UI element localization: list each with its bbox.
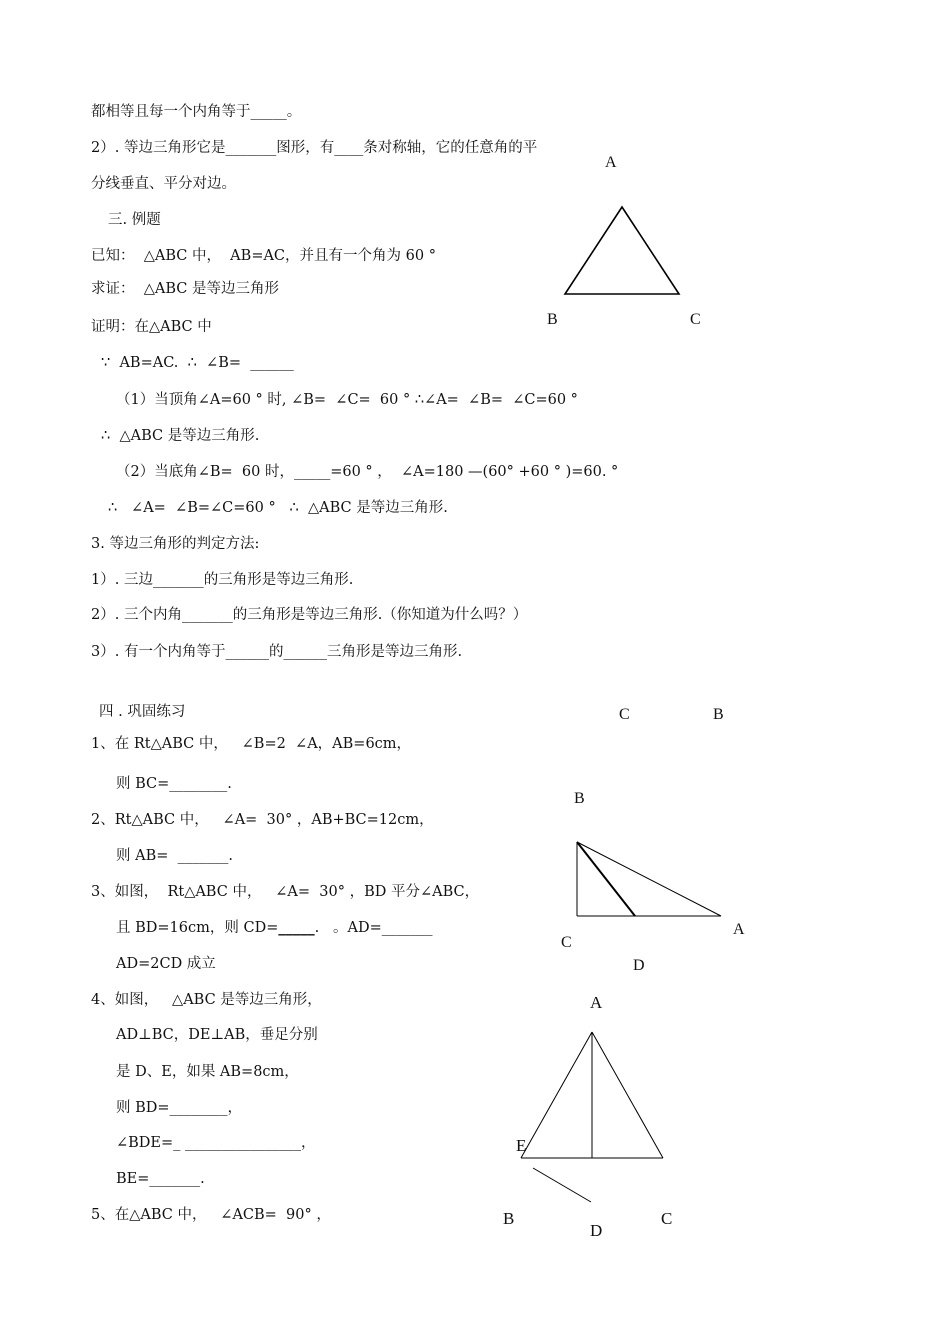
q2-line-a: 2、Rt△ABC 中， ∠A= 30° ，AB+BC=12cm， [91,812,434,828]
method-2: 2）. 三个内角_______的三角形是等边三角形.（你知道为什么吗？） [91,607,528,623]
fig3-label-c: C [661,1209,673,1228]
q4-line-a: 4、如图， △ABC 是等边三角形， [91,992,322,1008]
example-heading: 三. 例题 [108,212,161,228]
fig1-label-a: A [605,154,617,171]
proof-title: 证明：在△ABC 中 [91,319,212,335]
q4-line-b: AD⊥BC，DE⊥AB，垂足分别 [116,1027,318,1043]
fig3-label-a: A [590,993,603,1012]
method-3: 3）. 有一个内角等于______的______三角形是等边三角形. [91,644,463,660]
fig3-label-d: D [590,1221,603,1240]
segment-de [533,1168,591,1202]
proof-case-2: （2）当底角∠B= 60 时，_____=60 ° ， ∠A=180 —(60° +60 ° )=60. ° [116,464,619,480]
fig1-label-c: C [690,311,701,328]
fig3-label-e: E [516,1136,527,1155]
q3-line-a: 3、如图， Rt△ABC 中， ∠A= 30° ，BD 平分∠ABC， [91,884,480,900]
intro-line-3: 分线垂直、平分对边。 [91,176,236,192]
intro-line-2: 2）. 等边三角形它是_______图形，有____条对称轴，它的任意角的平 [91,140,538,156]
q3-line-c: AD=2CD 成立 [116,956,216,972]
q1-line-a: 1、在 Rt△ABC 中， ∠B=2 ∠A，AB=6cm， [91,736,412,752]
proof-conclusion-2: ∴ ∠A= ∠B=∠C=60 ° ∴ △ABC 是等边三角形. [108,500,448,516]
intro-line-1: 都相等且每一个内角等于_____。 [91,104,302,120]
q3-suffix: . 。AD=_______ [314,920,433,936]
fig2-label-c: C [561,934,572,951]
stray-label-b: B [713,706,724,723]
stray-label-c: C [619,706,630,723]
q3-prefix: 且 BD=16cm，则 CD= [116,920,279,936]
q4-line-c: 是 D、E，如果 AB=8cm， [116,1064,299,1080]
q5-line-a: 5、在△ABC 中， ∠ACB= 90° ， [91,1207,331,1223]
side-ac [592,1032,663,1158]
fig2-label-a: A [733,921,745,938]
q4-line-e: ∠BDE=_ ________________， [116,1135,316,1151]
fig1-label-b: B [547,311,558,328]
proof-conclusion-1: ∴ △ABC 是等边三角形. [101,428,260,444]
proof-step-1: ∵ AB=AC. ∴ ∠B= ______ [101,355,294,371]
method-1: 1）. 三边_______的三角形是等边三角形. [91,572,354,588]
q4-line-f: BE=_______. [116,1171,205,1187]
proof-case-1: （1）当顶角∠A=60 ° 时, ∠B= ∠C= 60 ° ∴∠A= ∠B= ∠C=60 ° [116,392,578,408]
q1-line-b: 则 BC=________. [116,776,232,792]
fig3-label-b: B [503,1209,515,1228]
q3-cd-blank: _____ [278,919,315,936]
q4-line-d: 则 BD=________， [116,1100,243,1116]
fig2-label-b: B [574,790,585,807]
example-prove: 求证： △ABC 是等边三角形 [91,281,279,297]
example-given: 已知： △ABC 中， AB=AC，并且有一个角为 60 ° [91,248,436,264]
practice-heading: 四 . 巩固练习 [99,704,186,720]
fig2-label-d: D [633,957,645,974]
q2-line-b: 则 AB= _______. [116,848,233,864]
methods-heading: 3. 等边三角形的判定方法: [91,536,260,552]
side-ab [521,1032,592,1158]
